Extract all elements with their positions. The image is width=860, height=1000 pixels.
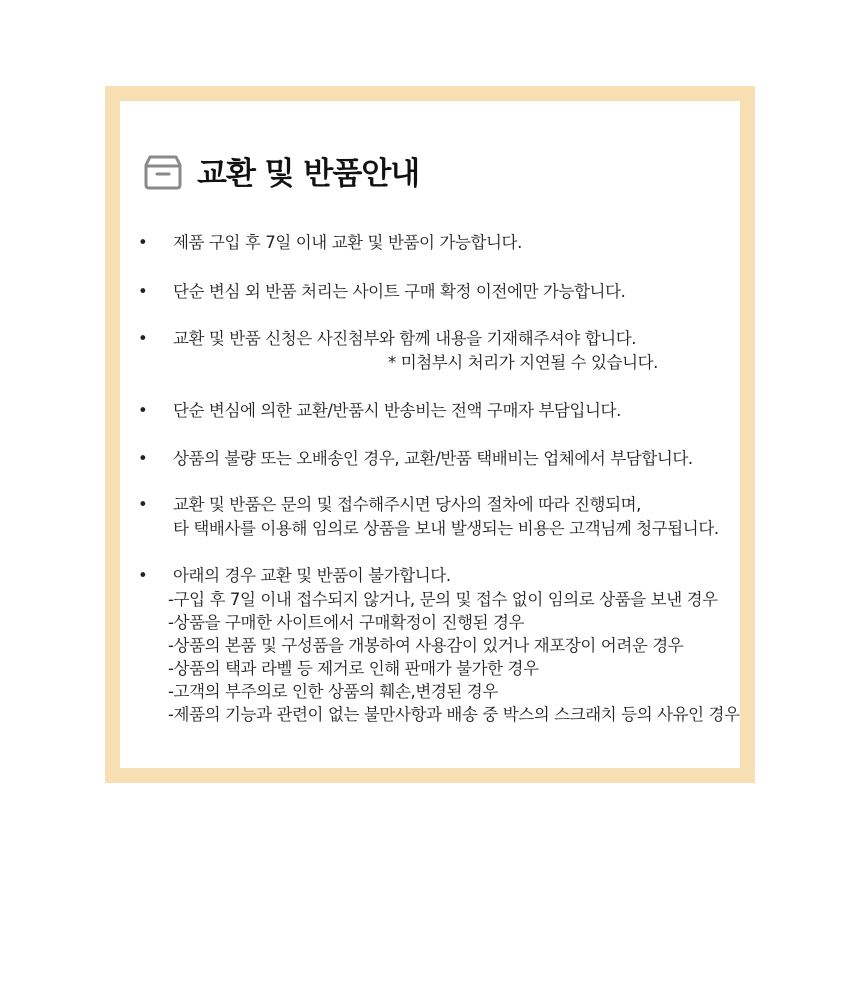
list-item-text: 단순 변심에 의한 교환/반품시 반송비는 전액 구매자 부담입니다.	[173, 401, 621, 420]
sub-item: -구입 후 7일 이내 접수되지 않거나, 문의 및 접수 없이 임의로 상품을 보낸 경우	[168, 590, 718, 609]
bullet: •	[138, 282, 148, 301]
return-policy-panel	[105, 86, 755, 783]
sub-item: -상품의 본품 및 구성품을 개봉하여 사용감이 있거나 재포장이 어려운 경우	[168, 636, 684, 655]
sub-item: -제품의 기능과 관련이 없는 불만사항과 배송 중 박스의 스크래치 등의 사유인 경우	[168, 705, 740, 724]
list-item-text: 아래의 경우 교환 및 반품이 불가합니다.	[173, 566, 451, 585]
list-item-text: 상품의 불량 또는 오배송인 경우, 교환/반품 택배비는 업체에서 부담합니다.	[173, 449, 693, 468]
list-item-text: 단순 변심 외 반품 처리는 사이트 구매 확정 이전에만 가능합니다.	[173, 282, 626, 301]
bullet: •	[138, 329, 148, 348]
policy-list	[120, 101, 740, 768]
bullet: •	[138, 449, 148, 468]
bullet: •	[138, 401, 148, 420]
list-item-text: 교환 및 반품은 문의 및 접수해주시면 당사의 절차에 따라 진행되며,	[173, 495, 642, 514]
list-item-text: 제품 구입 후 7일 이내 교환 및 반품이 가능합니다.	[173, 233, 522, 252]
list-item-text-line2: 타 택배사를 이용해 임의로 상품을 보내 발생되는 비용은 고객님께 청구됩니다.	[173, 519, 719, 538]
sub-item: -고객의 부주의로 인한 상품의 훼손,변경된 경우	[168, 682, 498, 701]
bullet: •	[138, 495, 148, 514]
sub-item: -상품을 구매한 사이트에서 구매확정이 진행된 경우	[168, 613, 525, 632]
list-item-note: * 미첨부시 처리가 지연될 수 있습니다.	[388, 353, 659, 372]
bullet: •	[138, 233, 148, 252]
bullet: •	[138, 566, 148, 585]
sub-item: -상품의 택과 라벨 등 제거로 인해 판매가 불가한 경우	[168, 659, 539, 678]
list-item-text: 교환 및 반품 신청은 사진첨부와 함께 내용을 기재해주셔야 합니다.	[173, 329, 637, 348]
page-title: 교환 및 반품안내	[197, 156, 420, 192]
